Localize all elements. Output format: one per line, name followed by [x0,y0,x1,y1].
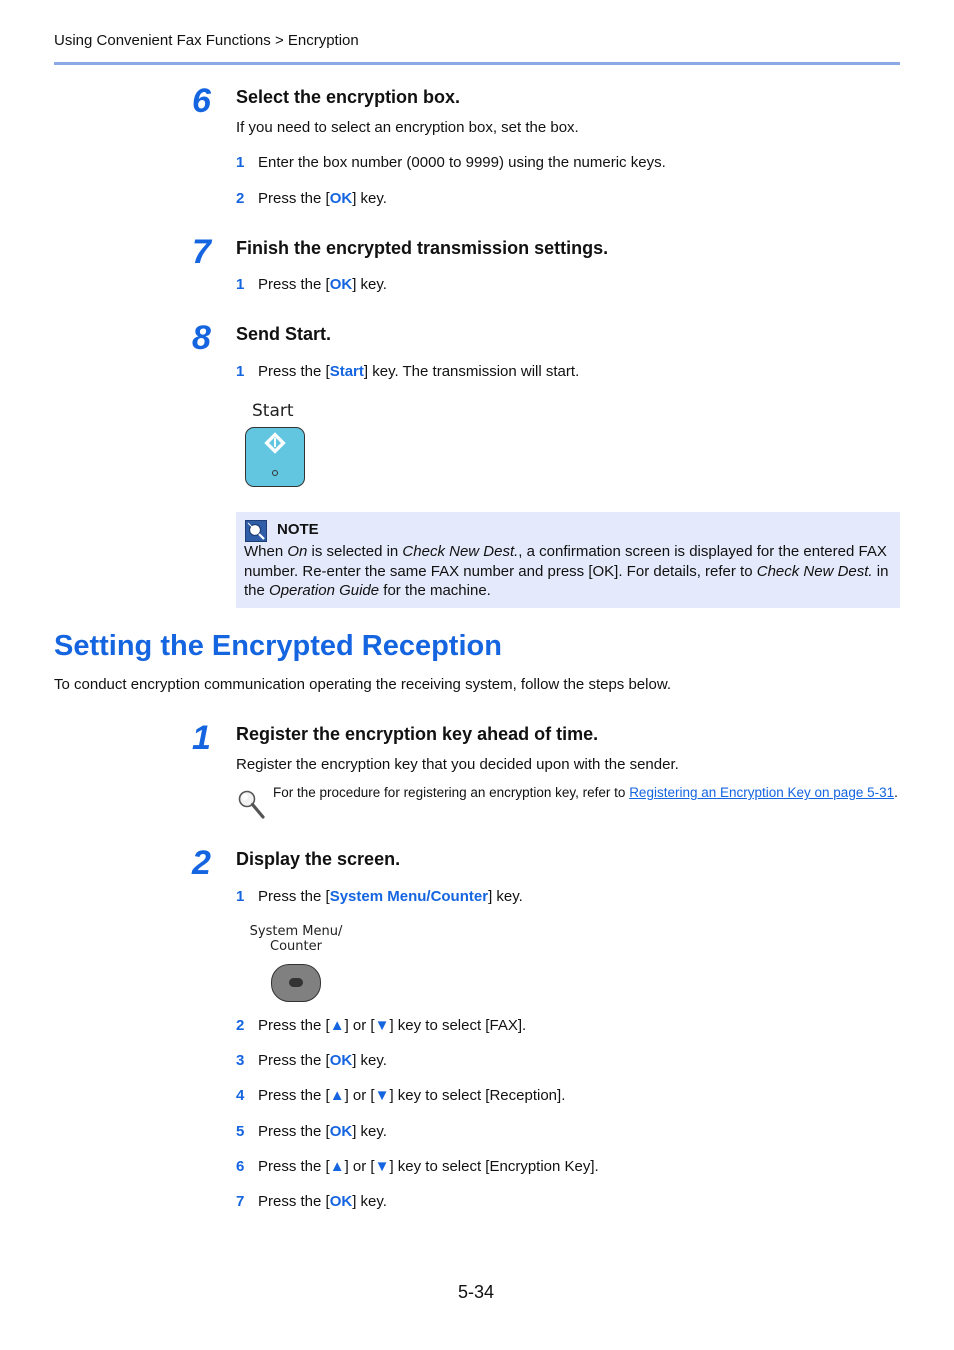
sub-step-text: Press the [ [258,190,330,207]
sub-step-text: ] or [ [344,1017,375,1034]
sub-step [236,1052,387,1069]
step-title: Select the encryption box. [236,87,461,107]
step-description: If you need to select an encryption box, set the box. [236,119,579,136]
sub-step-number: 7 [236,1193,245,1210]
reference-note [273,784,903,802]
sub-step [236,888,523,905]
note-text-part: Check New Dest. [402,543,519,560]
sub-step-text: ] key. [352,1052,387,1069]
step-number: 6 [192,82,211,120]
key-label-line: System Menu/ [249,924,343,939]
sub-step [236,276,387,293]
step-number: 7 [192,233,211,271]
sub-step-text: Press the [ [258,363,330,380]
sub-step-text: Press the [ [258,1087,330,1104]
sub-step-text: ] key. [352,276,387,293]
up-arrow-key: ▲ [329,1017,345,1034]
up-arrow-key: ▲ [329,1087,345,1104]
key-label-line: Counter [270,939,322,954]
sub-step-number: 2 [236,190,245,207]
note-title: NOTE [277,521,319,538]
sub-step [236,1193,387,1210]
sub-step-text: Press the [ [258,1123,330,1140]
sub-step-number: 6 [236,1158,245,1175]
step-title: Display the screen. [236,849,401,869]
note-text-part: On [287,543,308,560]
key-name: OK [329,190,353,207]
sub-step-text: Press the [ [258,1017,330,1034]
reference-link[interactable]: Registering an Encryption Key on page 5-31 [629,785,895,800]
note-text-part: for the machine. [379,582,491,599]
note-icon [245,520,267,542]
sub-step-text: ] key. [352,1123,387,1140]
sub-step [236,154,666,171]
sub-step [236,1087,565,1104]
step-title: Register the encryption key ahead of time. [236,724,599,744]
step-title: Send Start. [236,324,332,344]
page-number: 5-34 [458,1282,495,1302]
down-arrow-key: ▼ [374,1158,390,1175]
sub-step-text: Enter the box number (0000 to 9999) using the numeric keys. [258,154,666,171]
sub-step-number: 5 [236,1123,245,1140]
sub-step [236,1158,599,1175]
system-menu-key-illustration [244,924,354,1004]
note-text-part: , a confirmation screen is displayed for the entered FAX number. Re-enter the same FAX number and press [OK]. For details, refer to [244,543,887,580]
system-menu-key-label [244,924,348,954]
step-description: Register the encryption key that you decided upon with the sender. [236,756,679,773]
sub-step-number: 3 [236,1052,245,1069]
note-box [236,512,900,608]
sub-step-text: ] or [ [344,1087,375,1104]
sub-step [236,1123,387,1140]
start-key-icon [245,427,305,487]
sub-step-number: 1 [236,363,245,380]
sub-step-text: Press the [ [258,888,330,905]
key-name: System Menu/Counter [329,888,489,905]
step-number: 1 [192,719,211,757]
sub-step [236,190,387,207]
reference-text: . [894,785,898,800]
sub-step-text: ] key. [352,190,387,207]
start-key-illustration [244,401,308,491]
section-intro: To conduct encryption communication operating the receiving system, follow the steps below. [54,676,671,693]
sub-step-number: 4 [236,1087,245,1104]
sub-step-number: 1 [236,154,245,171]
sub-step-text: Press the [ [258,1158,330,1175]
key-name: OK [329,1123,353,1140]
note-text-part: is selected in [307,543,403,560]
key-name: OK [329,276,353,293]
sub-step-text: ] key. [352,1193,387,1210]
step-title: Finish the encrypted transmission settings. [236,238,609,258]
key-name: OK [329,1052,353,1069]
start-key-label: Start [252,401,294,421]
sub-step-number: 2 [236,1017,245,1034]
sub-step-number: 1 [236,276,245,293]
down-arrow-key: ▼ [374,1087,390,1104]
sub-step-text: Press the [ [258,1052,330,1069]
note-text-part: in the [244,562,889,599]
sub-step-text: ] or [ [344,1158,375,1175]
sub-step-number: 1 [236,888,245,905]
section-title: Setting the Encrypted Reception [54,630,502,662]
up-arrow-key: ▲ [329,1158,345,1175]
sub-step-text: ] key. [488,888,523,905]
reference-magnifier-icon [236,788,266,820]
key-name: OK [329,1193,353,1210]
down-arrow-key: ▼ [374,1017,390,1034]
start-diamond-icon [246,428,304,486]
step-number: 2 [192,844,211,882]
sub-step-text: Press the [ [258,1193,330,1210]
header-divider [54,62,900,65]
step-number: 8 [192,319,211,357]
sub-step-text: ] key to select [Reception]. [389,1087,566,1104]
sub-step [236,363,579,380]
system-menu-key-icon [271,964,321,1002]
sub-step-text: ] key to select [Encryption Key]. [389,1158,599,1175]
note-text [244,542,894,601]
note-text-part: Check New Dest. [756,562,873,580]
breadcrumb: Using Convenient Fax Functions > Encryption [54,32,359,49]
sub-step-text: ] key. The transmission will start. [363,363,580,380]
sub-step [236,1017,526,1034]
sub-step-text: Press the [ [258,276,330,293]
note-text-part: When [244,543,288,560]
sub-step-text: ] key to select [FAX]. [389,1017,527,1034]
note-text-part: Operation Guide [269,582,380,599]
reference-text: For the procedure for registering an encryption key, refer to [273,785,630,800]
key-name: Start [329,363,364,380]
